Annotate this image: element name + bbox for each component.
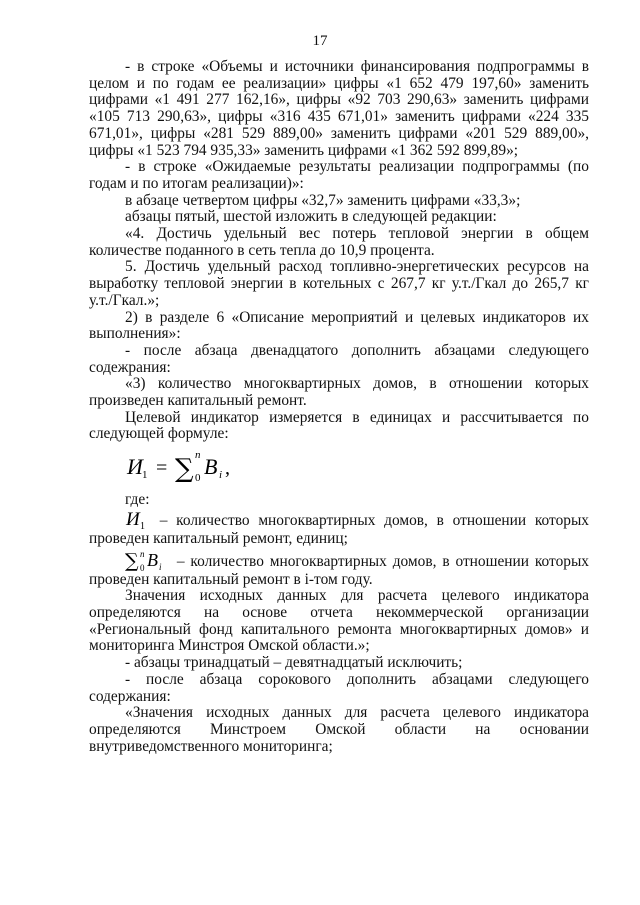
inline-sum-term-subscript: i (159, 561, 162, 572)
paragraph-monitoring: «Значения исходных данных для расчета целевого индикатора определяются Минстроем Омской области на основании внутриведомственного мониторинга; (89, 704, 589, 755)
paragraph-indicator-formula-intro: Целевой индикатор измеряется в единицах и рассчитывается по следующей формуле: (89, 408, 589, 443)
inline-sum-term: B (147, 549, 158, 570)
formula-lhs-subscript: 1 (142, 469, 148, 482)
formula-term-subscript: i (219, 469, 223, 482)
indicator-formula (125, 446, 589, 488)
paragraph-after-twelfth: - после абзаца двенадцатого дополнить абзацами следующего содежрания: (89, 341, 589, 376)
formula-graphic (125, 446, 275, 488)
inline-formula-i1 (125, 509, 151, 531)
page-number: 17 (312, 33, 328, 49)
paragraph-item-4: «4. Достичь удельный вес потерь тепловой энергии в общем количестве поданного в сеть тепла до 10,9 процента. (89, 225, 589, 259)
inline-i1-symbol: И (126, 508, 140, 530)
formula-lhs: И (127, 454, 143, 480)
paragraph-item-3: «3) количество многоквартирных домов, в отношении которых произведен капитальный ремонт. (89, 375, 589, 410)
paragraph-expected-results: - в строке «Ожидаемые результаты реализации подпрограммы (по годам и по итогам реализации)»: (89, 158, 589, 192)
document-body (89, 59, 589, 755)
paragraph-section-6: 2) в разделе 6 «Описание мероприятий и целевых индикаторов их выполнения»: (89, 308, 589, 343)
paragraph-fifth-sixth: абзацы пятый, шестой изложить в следующей редакции: (125, 208, 497, 226)
inline-sum-upper: n (140, 548, 145, 559)
inline-i1-subscript: 1 (140, 520, 145, 531)
formula-term: B (204, 454, 218, 480)
paragraph-item-5: 5. Достичь удельный расход топливно-энергетических ресурсов на выработку тепловой энергии в котельных с 267,7 кг у.т./Гкал до 265,7 кг у.т./Гкал.»; (89, 258, 589, 309)
formula-sum-lower: 0 (195, 472, 201, 485)
formula-sum-upper: n (195, 449, 201, 462)
inline-i1-graphic (125, 509, 151, 531)
inline-sum-graphic (125, 548, 171, 572)
inline-sum-icon: ∑ (125, 549, 139, 572)
paragraph-fourth-clause: в абзаце четвертом цифры «32,7» заменить цифрами «33,3»; (125, 191, 521, 209)
i1-definition-text: – количество многоквартирных домов, в отношении которых проведен капитальный ремонт, единиц; (89, 511, 589, 547)
formula-sum-icon: ∑ (175, 454, 194, 485)
paragraph-exclude-clauses: - абзацы тринадцатый – девятнадцатый исключить; (125, 654, 463, 672)
paragraph-i1-definition (89, 509, 589, 548)
inline-sum-lower: 0 (140, 562, 145, 572)
formula-equals: = (156, 457, 168, 480)
formula-tail: , (225, 457, 230, 480)
paragraph-financing-changes: - в строке «Объемы и источники финансирования подпрограммы в целом и по годам ее реализации» цифры «1 652 479 197,60» заменить цифрами «1 491 277 162,16», цифры «92 703 290,63» заменить цифрами «105 713 290,63», цифры «316 435 671,01» заменить цифрами «224 335 671,01», цифры «281 529 889,00» заменить цифрами «201 529 889,00», цифры «1 523 794 935,33» заменить цифрами «1 362 592 899,89»; (89, 58, 589, 159)
where-label: где: (125, 491, 150, 509)
sum-definition-text: – количество многоквартирных домов, в отношении которых проведен капитальный ремонт в i-том году. (89, 552, 589, 588)
inline-formula-sum (125, 548, 171, 572)
paragraph-after-fortieth: - после абзаца сорокового дополнить абзацами следующего содержания: (89, 670, 589, 705)
paragraph-source-data: Значения исходных данных для расчета целевого индикатора определяются на основе отчета некоммерческой организации «Региональный фонд капитального ремонта многоквартирных домов» и мониторинга Минстроя Омской области.»; (89, 587, 589, 655)
paragraph-sum-definition (89, 548, 589, 589)
